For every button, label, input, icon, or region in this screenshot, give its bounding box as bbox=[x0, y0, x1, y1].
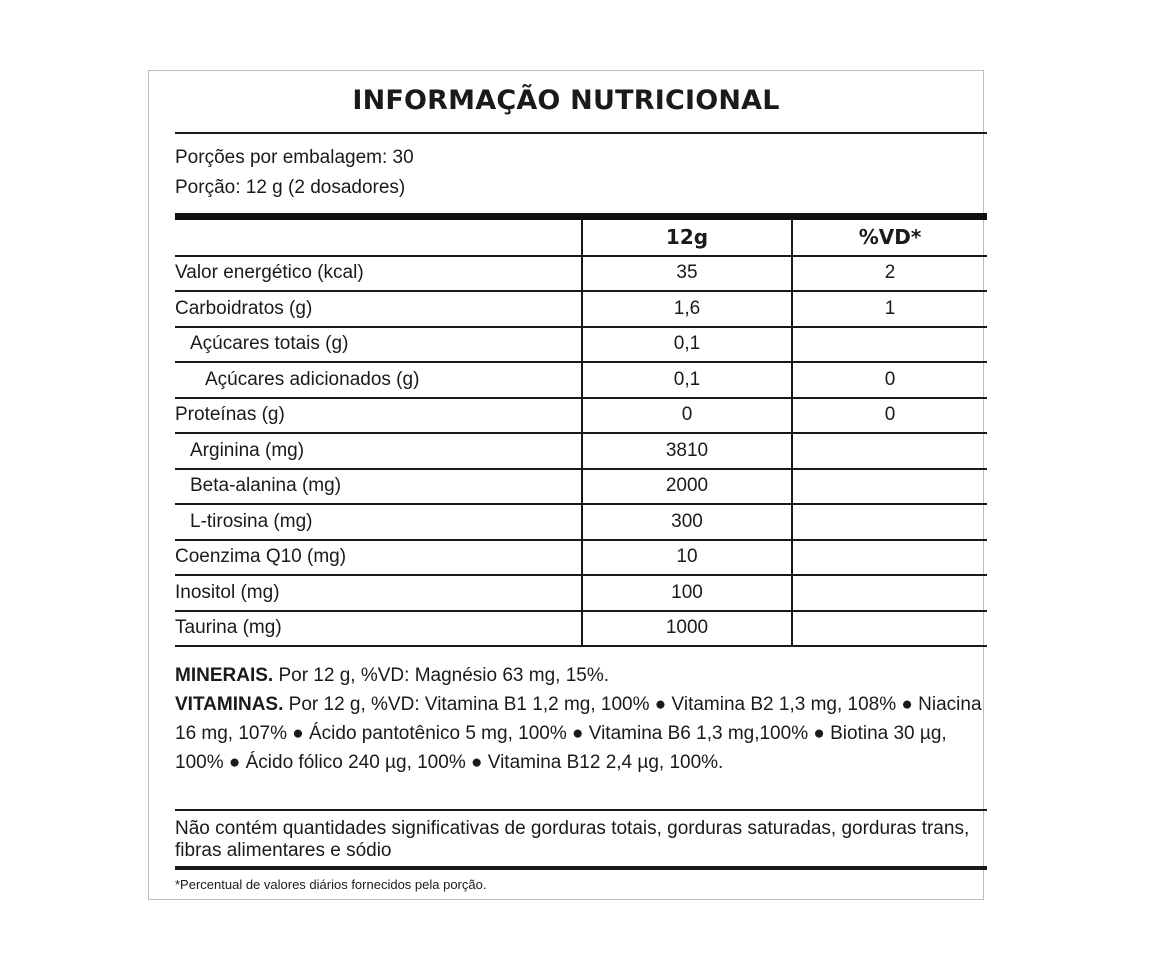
row-name: Inositol (mg) bbox=[175, 575, 582, 611]
table-row bbox=[175, 362, 987, 398]
table-row bbox=[175, 504, 987, 540]
minerals-text: Por 12 g, %VD: Magnésio 63 mg, 15%. bbox=[273, 665, 610, 686]
row-name: Valor energético (kcal) bbox=[175, 256, 582, 292]
row-qty: 35 bbox=[582, 256, 792, 292]
table-row bbox=[175, 433, 987, 469]
table-row bbox=[175, 611, 987, 647]
header-vd: %VD* bbox=[792, 220, 987, 256]
row-vd: 2 bbox=[792, 256, 987, 292]
not-significant-note: Não contém quantidades significativas de gorduras totais, gorduras saturadas, gorduras trans, fibras alimentares e sódio bbox=[175, 818, 970, 861]
row-name: Açúcares totais (g) bbox=[175, 327, 582, 363]
bottom-divider bbox=[175, 866, 987, 870]
row-vd bbox=[792, 575, 987, 611]
table-row bbox=[175, 575, 987, 611]
nutrition-label bbox=[148, 70, 984, 900]
table-row bbox=[175, 291, 987, 327]
row-name: Taurina (mg) bbox=[175, 611, 582, 647]
vitamins-label: VITAMINAS. bbox=[175, 694, 284, 715]
row-vd bbox=[792, 540, 987, 576]
row-qty: 1,6 bbox=[582, 291, 792, 327]
row-vd: 0 bbox=[792, 362, 987, 398]
portion-size: Porção: 12 g (2 dosadores) bbox=[175, 177, 406, 198]
row-qty: 10 bbox=[582, 540, 792, 576]
row-vd bbox=[792, 327, 987, 363]
label-title: INFORMAÇÃO NUTRICIONAL bbox=[352, 85, 780, 116]
table-row bbox=[175, 540, 987, 576]
header-name bbox=[175, 220, 582, 256]
serving-info bbox=[175, 143, 987, 203]
table-row bbox=[175, 469, 987, 505]
row-name: Beta-alanina (mg) bbox=[175, 469, 582, 505]
section-divider bbox=[175, 809, 987, 811]
row-name: Arginina (mg) bbox=[175, 433, 582, 469]
row-qty: 3810 bbox=[582, 433, 792, 469]
row-qty: 0,1 bbox=[582, 327, 792, 363]
row-qty: 100 bbox=[582, 575, 792, 611]
table-row bbox=[175, 256, 987, 292]
vitamins-paragraph bbox=[175, 690, 987, 777]
row-vd: 0 bbox=[792, 398, 987, 434]
row-qty: 0,1 bbox=[582, 362, 792, 398]
table-row bbox=[175, 398, 987, 434]
row-name: Coenzima Q10 (mg) bbox=[175, 540, 582, 576]
row-qty: 0 bbox=[582, 398, 792, 434]
row-vd bbox=[792, 469, 987, 505]
row-vd bbox=[792, 504, 987, 540]
micronutrients-block bbox=[175, 661, 987, 777]
row-vd bbox=[792, 433, 987, 469]
row-name: Carboidratos (g) bbox=[175, 291, 582, 327]
row-name: Proteínas (g) bbox=[175, 398, 582, 434]
row-qty: 300 bbox=[582, 504, 792, 540]
row-name: Açúcares adicionados (g) bbox=[175, 362, 582, 398]
row-qty: 2000 bbox=[582, 469, 792, 505]
portions-per-package: Porções por embalagem: 30 bbox=[175, 147, 414, 168]
minerals-line bbox=[175, 661, 987, 690]
vitamins-text: Por 12 g, %VD: Vitamina B1 1,2 mg, 100% ● Vitamina B2 1,3 mg, 108% ● Niacina 16 mg, 107% ● Ácido pantotênico 5 mg, 100% ● Vitamina B6 1,3 mg,100% ● Biotina 30 µg, 100% ● Ácido fólico 240 µg, 100% ● Vitamina B12 2,4 µg, 100%. bbox=[175, 694, 982, 773]
header-qty: 12g bbox=[582, 220, 792, 256]
row-qty: 1000 bbox=[582, 611, 792, 647]
thick-divider bbox=[175, 213, 987, 220]
title-divider bbox=[175, 132, 987, 134]
minerals-label: MINERAIS. bbox=[175, 665, 274, 686]
table-header-row bbox=[175, 220, 987, 256]
row-name: L-tirosina (mg) bbox=[175, 504, 582, 540]
nutrition-table bbox=[175, 220, 987, 647]
table-row bbox=[175, 327, 987, 363]
row-vd bbox=[792, 611, 987, 647]
footnote: *Percentual de valores diários fornecidos pela porção. bbox=[175, 877, 487, 892]
row-vd: 1 bbox=[792, 291, 987, 327]
